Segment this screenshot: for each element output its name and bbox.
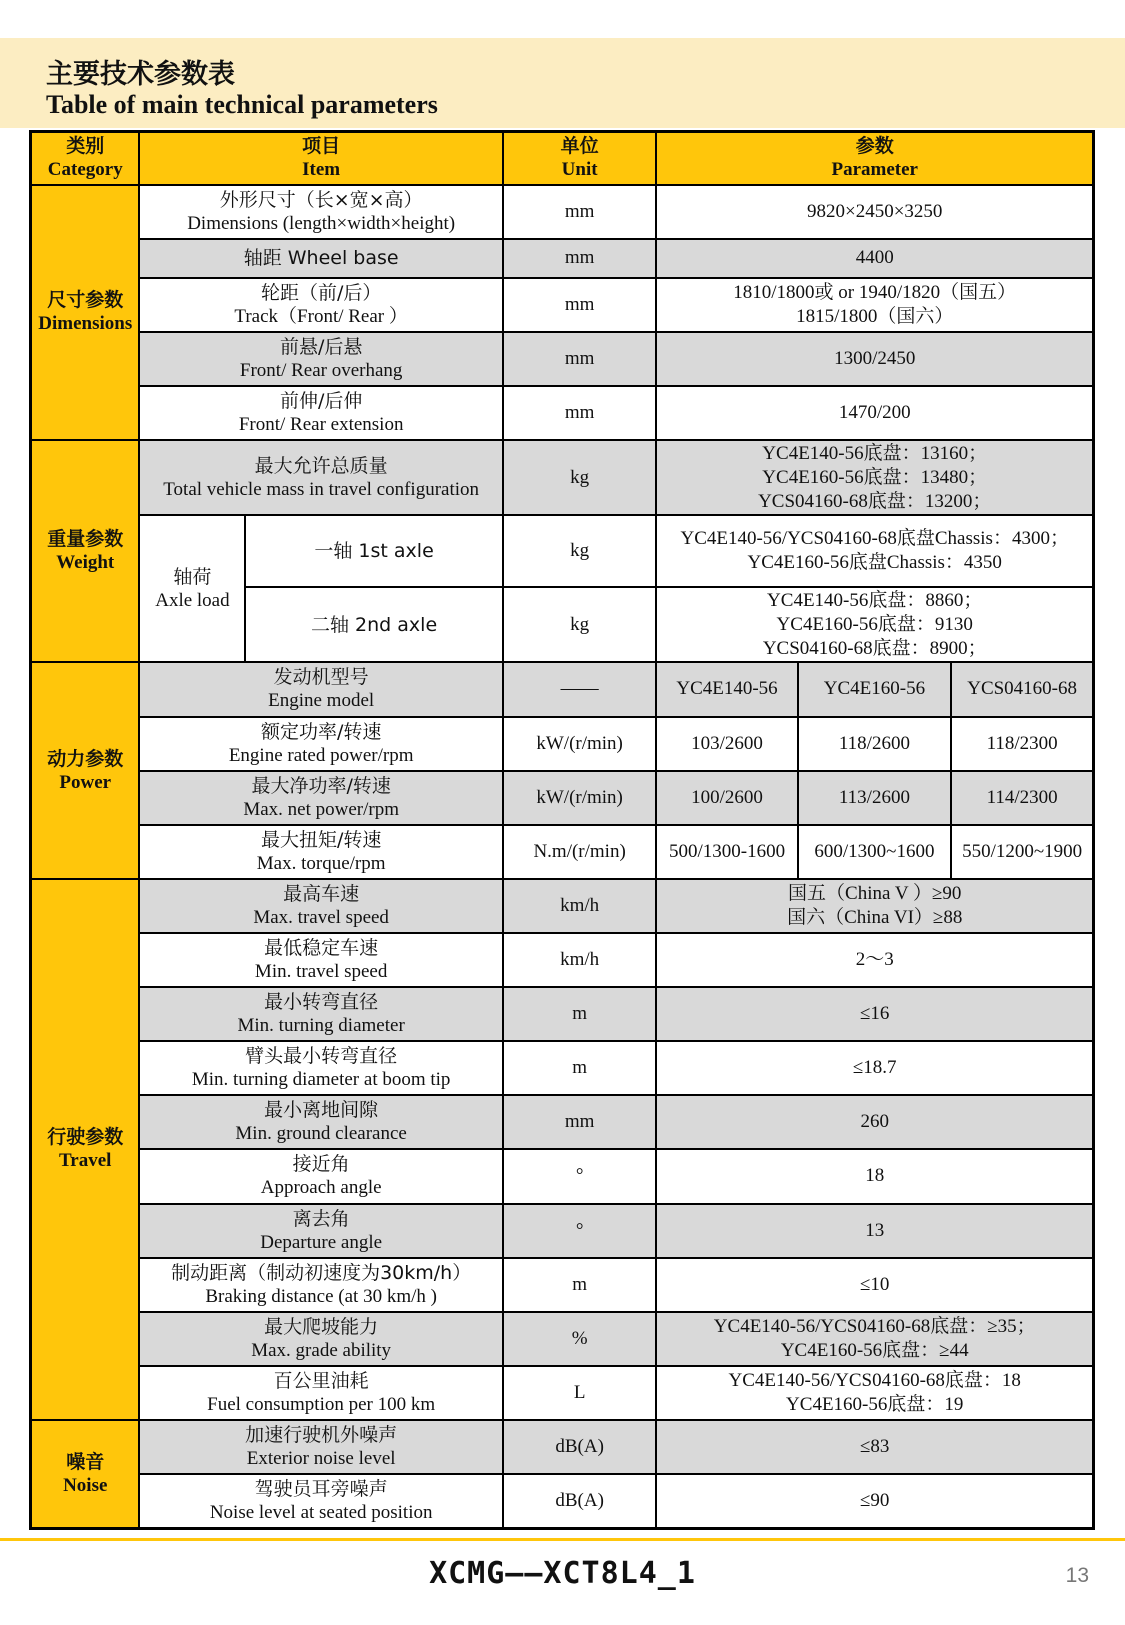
item-cell: 加速行驶机外噪声 Exterior noise level	[139, 1420, 502, 1474]
item-cell: 额定功率/转速 Engine rated power/rpm	[139, 717, 502, 771]
parameter-cell: YC4E140-56	[656, 662, 797, 716]
item-cell: 最大爬坡能力 Max. grade ability	[139, 1312, 502, 1366]
category-dimensions: 尺寸参数 Dimensions	[31, 185, 140, 440]
table-row	[31, 1204, 1094, 1258]
item-cell: 前悬/后悬 Front/ Rear overhang	[139, 332, 502, 386]
table-row	[31, 933, 1094, 987]
parameter-cell: YC4E140-56底盘：8860； YC4E160-56底盘：9130 YCS04160-68底盘：8900；	[656, 587, 1093, 663]
table-row	[31, 1420, 1094, 1474]
item-cell: 轴距 Wheel base	[139, 239, 502, 278]
table-row	[31, 717, 1094, 771]
parameter-cell: YC4E160-56	[798, 662, 952, 716]
parameter-cell: YCS04160-68	[951, 662, 1093, 716]
parameter-cell: 103/2600	[656, 717, 797, 771]
parameter-cell: ≤16	[656, 987, 1093, 1041]
unit-cell: L	[503, 1366, 657, 1420]
table-row	[31, 1041, 1094, 1095]
table-row	[31, 278, 1094, 332]
table-row	[31, 987, 1094, 1041]
item-cell: 轮距（前/后） Track（Front/ Rear ）	[139, 278, 502, 332]
table-row	[31, 879, 1094, 933]
parameter-cell: 1300/2450	[656, 332, 1093, 386]
unit-cell: N.m/(r/min)	[503, 825, 657, 879]
parameter-cell: ≤90	[656, 1474, 1093, 1528]
parameter-cell: 4400	[656, 239, 1093, 278]
unit-cell: km/h	[503, 879, 657, 933]
parameter-cell: 260	[656, 1095, 1093, 1149]
header-parameter: 参数 Parameter	[656, 132, 1093, 185]
unit-cell: kg	[503, 440, 657, 516]
item-cell: 最大净功率/转速 Max. net power/rpm	[139, 771, 502, 825]
parameter-cell: 100/2600	[656, 771, 797, 825]
item-cell: 前伸/后伸 Front/ Rear extension	[139, 386, 502, 440]
item-cell: 最高车速 Max. travel speed	[139, 879, 502, 933]
parameter-cell: 18	[656, 1149, 1093, 1203]
unit-cell: m	[503, 987, 657, 1041]
parameter-cell: 550/1200~1900	[951, 825, 1093, 879]
item-cell: 最大允许总质量 Total vehicle mass in travel configuration	[139, 440, 502, 516]
parameter-cell: 9820×2450×3250	[656, 185, 1093, 239]
unit-cell: km/h	[503, 933, 657, 987]
unit-cell: mm	[503, 185, 657, 239]
page-title-cn: 主要技术参数表	[46, 59, 235, 90]
table-row	[31, 662, 1094, 716]
table-row	[31, 1149, 1094, 1203]
table-row	[31, 825, 1094, 879]
parameter-cell: YC4E140-56底盘：13160； YC4E160-56底盘：13480； YCS04160-68底盘：13200；	[656, 440, 1093, 516]
item-cell: 接近角 Approach angle	[139, 1149, 502, 1203]
parameter-cell: 600/1300~1600	[798, 825, 952, 879]
unit-cell: mm	[503, 1095, 657, 1149]
table-row	[31, 185, 1094, 239]
footer-divider	[0, 1538, 1125, 1541]
item-cell: 臂头最小转弯直径 Min. turning diameter at boom tip	[139, 1041, 502, 1095]
header-item: 项目 Item	[139, 132, 502, 185]
unit-cell: mm	[503, 278, 657, 332]
unit-cell: %	[503, 1312, 657, 1366]
item-cell: 离去角 Departure angle	[139, 1204, 502, 1258]
item-cell: 最小离地间隙 Min. ground clearance	[139, 1095, 502, 1149]
parameter-cell: YC4E140-56/YCS04160-68底盘：≥35； YC4E160-56底盘：≥44	[656, 1312, 1093, 1366]
parameter-cell: 1470/200	[656, 386, 1093, 440]
table-row	[31, 1095, 1094, 1149]
table-row	[31, 515, 1094, 586]
parameter-cell: 1810/1800或 or 1940/1820（国五） 1815/1800（国六）	[656, 278, 1093, 332]
parameter-cell: YC4E140-56/YCS04160-68底盘：18 YC4E160-56底盘：19	[656, 1366, 1093, 1420]
unit-cell: mm	[503, 239, 657, 278]
item-cell: 最小转弯直径 Min. turning diameter	[139, 987, 502, 1041]
unit-cell: kW/(r/min)	[503, 771, 657, 825]
item-cell: 一轴 1st axle	[245, 515, 502, 586]
unit-cell: °	[503, 1204, 657, 1258]
category-noise: 噪音 Noise	[31, 1420, 140, 1529]
unit-cell: dB(A)	[503, 1474, 657, 1528]
table-row	[31, 440, 1094, 516]
parameter-cell: ≤18.7	[656, 1041, 1093, 1095]
table-row	[31, 332, 1094, 386]
item-cell: 外形尺寸（长×宽×高） Dimensions (length×width×height)	[139, 185, 502, 239]
parameter-cell: ≤83	[656, 1420, 1093, 1474]
footer-model-name: XCMG——XCT8L4_1	[429, 1556, 696, 1591]
parameter-cell: YC4E140-56/YCS04160-68底盘Chassis：4300； YC4E160-56底盘Chassis：4350	[656, 515, 1093, 586]
unit-cell: kW/(r/min)	[503, 717, 657, 771]
parameter-cell: 118/2600	[798, 717, 952, 771]
table-header-row	[31, 132, 1094, 185]
parameter-cell: ≤10	[656, 1258, 1093, 1312]
unit-cell: °	[503, 1149, 657, 1203]
category-weight: 重量参数 Weight	[31, 440, 140, 663]
unit-cell: dB(A)	[503, 1420, 657, 1474]
axle-load-cell: 轴荷 Axle load	[139, 515, 245, 662]
table-row	[31, 239, 1094, 278]
parameters-table	[29, 130, 1095, 1530]
item-cell: 最低稳定车速 Min. travel speed	[139, 933, 502, 987]
category-power: 动力参数 Power	[31, 662, 140, 878]
unit-cell: m	[503, 1041, 657, 1095]
table-row	[31, 1366, 1094, 1420]
parameter-cell: 2～3	[656, 933, 1093, 987]
table-row	[31, 1258, 1094, 1312]
category-travel: 行驶参数 Travel	[31, 879, 140, 1420]
table-row	[31, 1312, 1094, 1366]
header-category: 类别 Category	[31, 132, 140, 185]
page-number: 13	[1065, 1564, 1089, 1587]
parameter-cell: 13	[656, 1204, 1093, 1258]
unit-cell: kg	[503, 587, 657, 663]
item-cell: 制动距离（制动初速度为30km/h） Braking distance (at 30 km/h )	[139, 1258, 502, 1312]
parameter-cell: 113/2600	[798, 771, 952, 825]
item-cell: 驾驶员耳旁噪声 Noise level at seated position	[139, 1474, 502, 1528]
parameter-cell: 国五（China V ）≥90 国六（China VI）≥88	[656, 879, 1093, 933]
parameter-cell: 114/2300	[951, 771, 1093, 825]
item-cell: 发动机型号 Engine model	[139, 662, 502, 716]
table-row	[31, 1474, 1094, 1528]
item-cell: 百公里油耗 Fuel consumption per 100 km	[139, 1366, 502, 1420]
unit-cell: ——	[503, 662, 657, 716]
page-title-en: Table of main technical parameters	[46, 90, 438, 119]
unit-cell: mm	[503, 386, 657, 440]
table-row	[31, 386, 1094, 440]
unit-cell: kg	[503, 515, 657, 586]
header-unit: 单位 Unit	[503, 132, 657, 185]
item-cell: 最大扭矩/转速 Max. torque/rpm	[139, 825, 502, 879]
item-cell: 二轴 2nd axle	[245, 587, 502, 663]
table-row	[31, 771, 1094, 825]
parameter-cell: 118/2300	[951, 717, 1093, 771]
unit-cell: m	[503, 1258, 657, 1312]
unit-cell: mm	[503, 332, 657, 386]
parameter-cell: 500/1300-1600	[656, 825, 797, 879]
